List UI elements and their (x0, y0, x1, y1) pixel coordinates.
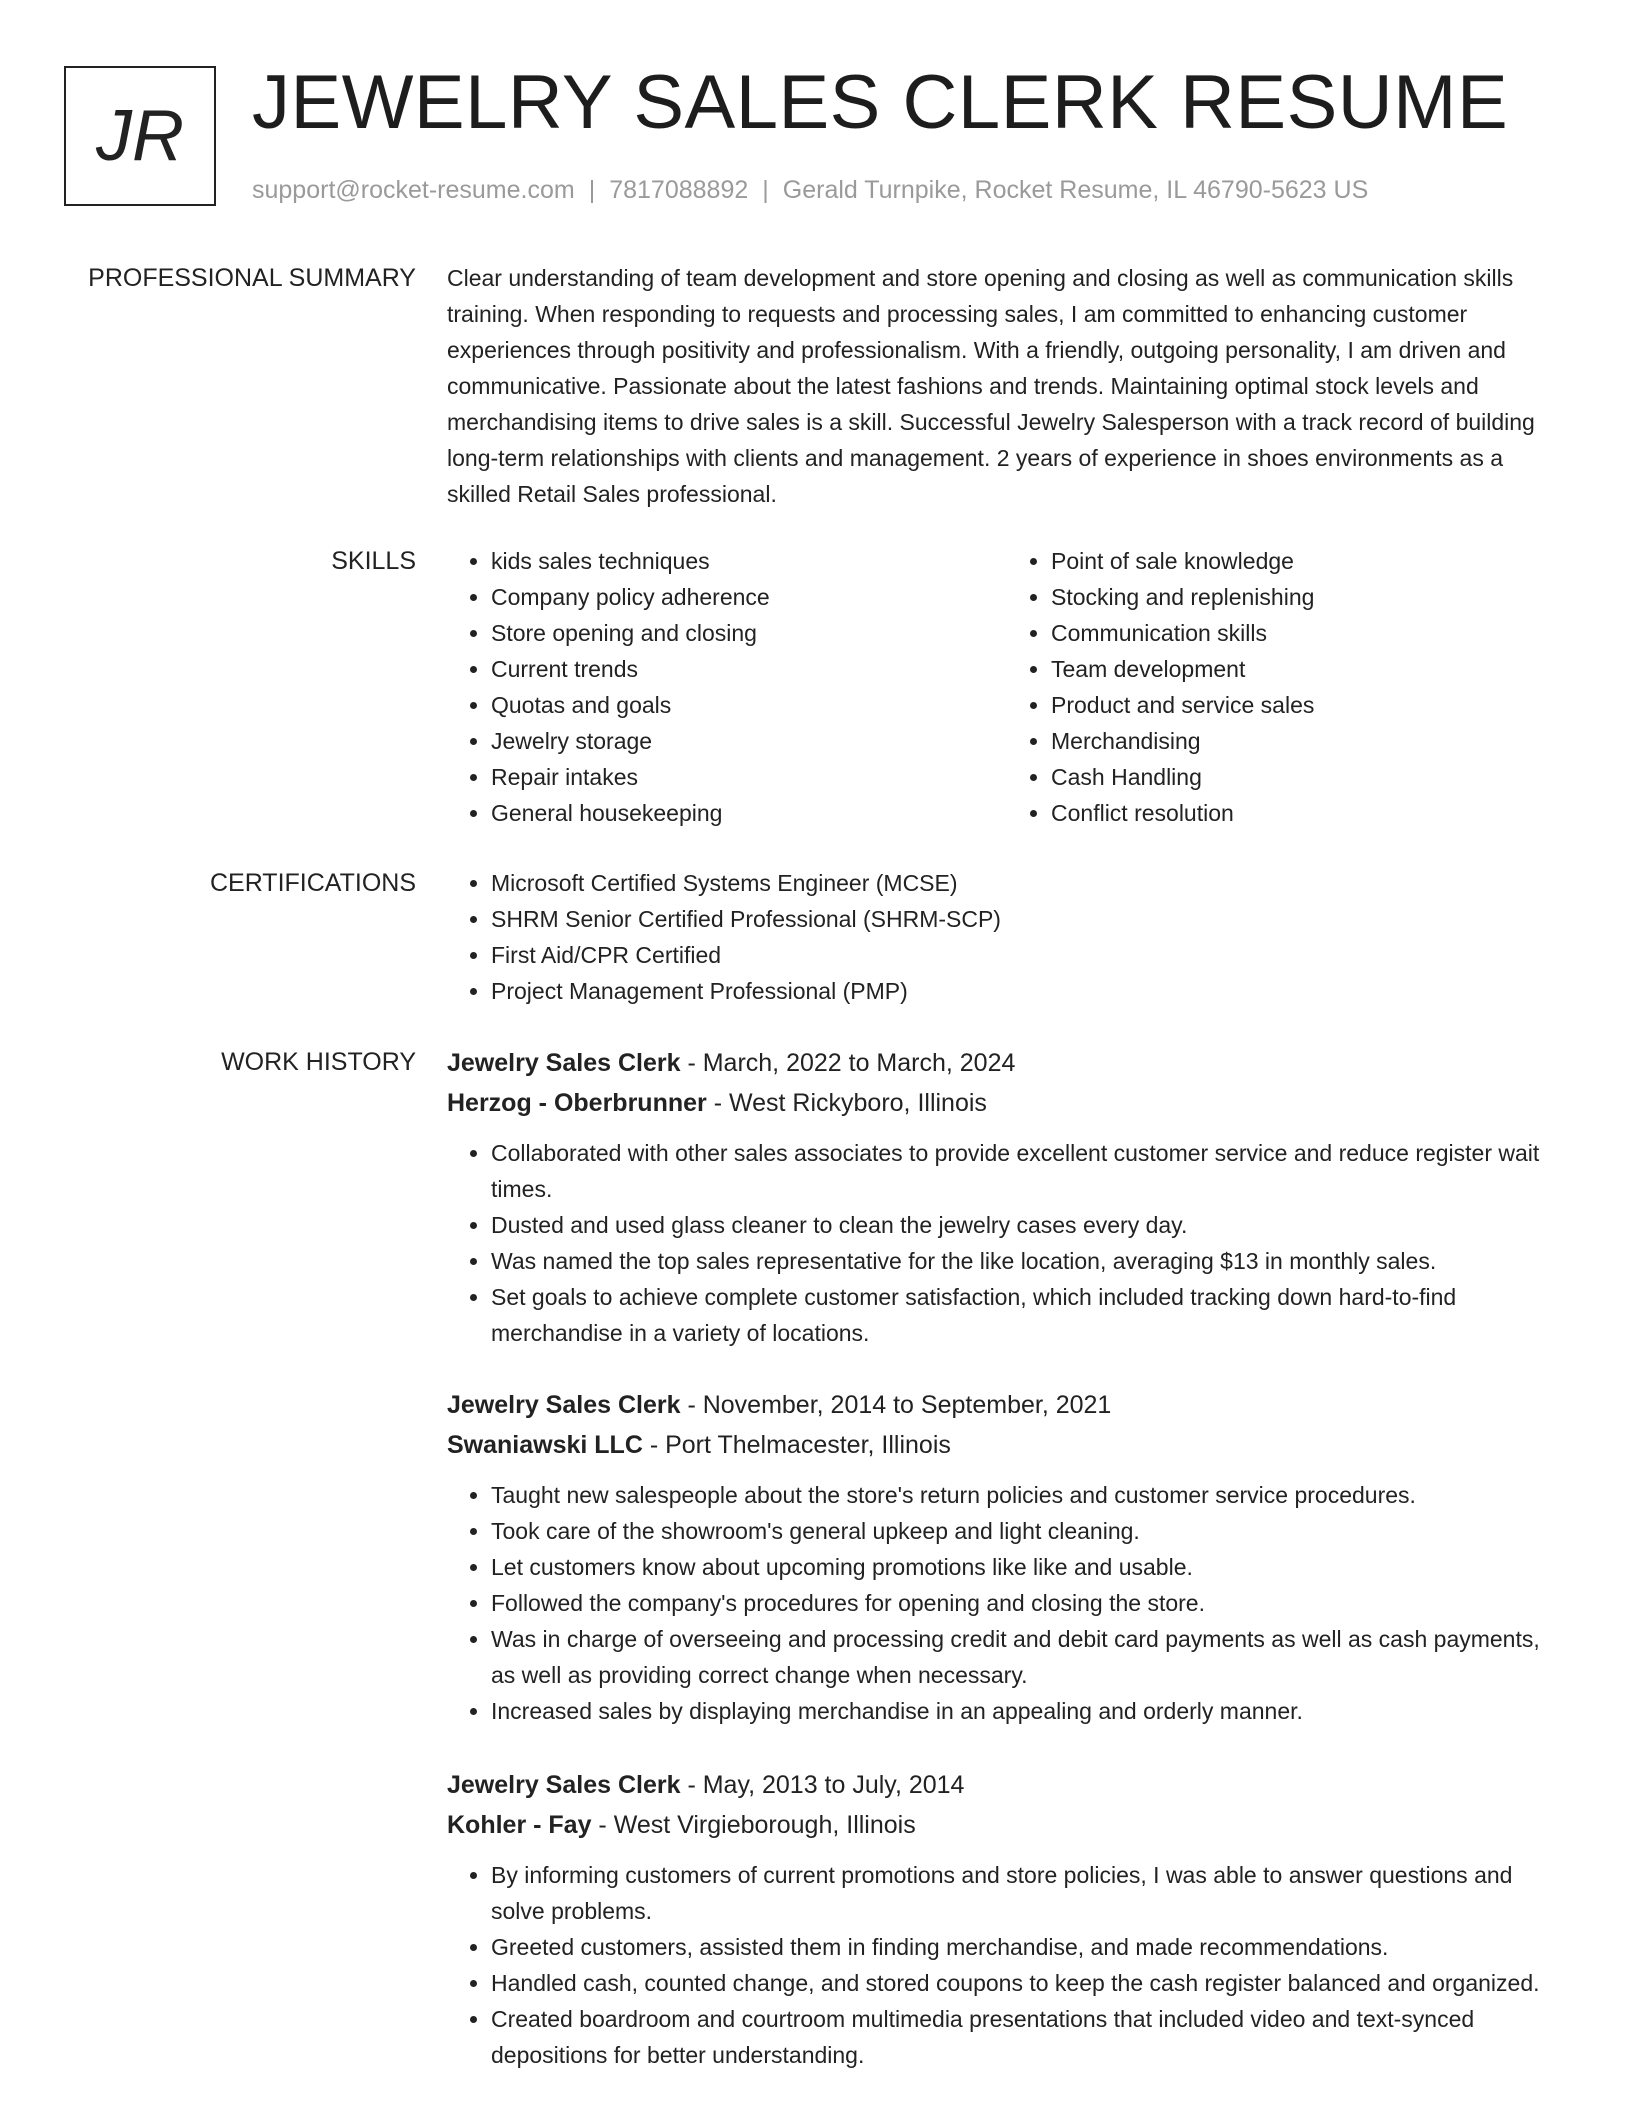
skill-item: • kids sales techniques (491, 543, 1007, 579)
job-duties (447, 1857, 1567, 2073)
skill-item: • Current trends (491, 651, 1007, 687)
certifications-label: CERTIFICATIONS (209, 869, 416, 897)
email-text: support@rocket-resume.com (252, 176, 575, 204)
job-company-line (447, 1083, 1567, 1123)
job-location: - Port Thelmacester, Illinois (642, 1431, 951, 1459)
initials-monogram: JR (64, 66, 216, 206)
duty-item: • By informing customers of current promotions and store policies, I was able to answer questions and solve problems. (491, 1857, 1567, 1929)
duty-item: • Let customers know about upcoming promotions like like and usable. (491, 1549, 1567, 1585)
contact-line (252, 172, 1368, 208)
duty-item: • Dusted and used glass cleaner to clean the jewelry cases every day. (491, 1207, 1567, 1243)
skill-item: • General housekeeping (491, 795, 1007, 831)
job-duties (447, 1135, 1567, 1351)
job-dates: - March, 2022 to March, 2024 (680, 1049, 1016, 1077)
job-location: - West Virgieborough, Illinois (591, 1811, 916, 1839)
job-title-line (447, 1043, 1567, 1083)
skill-item: • Merchandising (1051, 723, 1567, 759)
job-title: Jewelry Sales Clerk (447, 1049, 681, 1077)
job-duties (447, 1477, 1567, 1729)
skill-item: • Product and service sales (1051, 687, 1567, 723)
duty-item: • Took care of the showroom's general upkeep and light cleaning. (491, 1513, 1567, 1549)
summary-label: PROFESSIONAL SUMMARY (88, 264, 416, 292)
skill-item: • Store opening and closing (491, 615, 1007, 651)
skills-list-right (1007, 543, 1567, 831)
duty-item: • Collaborated with other sales associates to provide excellent customer service and reduce register wait times. (491, 1135, 1567, 1207)
duty-item: • Increased sales by displaying merchandise in an appealing and orderly manner. (491, 1693, 1567, 1729)
phone-text: 7817088892 (609, 176, 749, 204)
separator: | (762, 176, 769, 204)
address-text: Gerald Turnpike, Rocket Resume, IL 46790-5623 US (782, 176, 1369, 204)
skill-item: • Communication skills (1051, 615, 1567, 651)
skill-item: • Quotas and goals (491, 687, 1007, 723)
duty-item: • Was named the top sales representative for the like location, averaging $13 in monthly sales. (491, 1243, 1567, 1279)
certification-item: • Project Management Professional (PMP) (491, 973, 1567, 1009)
job-entry (447, 1765, 1567, 2073)
work-history-label: WORK HISTORY (221, 1048, 416, 1076)
job-title-line (447, 1385, 1567, 1425)
job-entry (447, 1043, 1567, 1351)
skill-item: • Point of sale knowledge (1051, 543, 1567, 579)
job-dates: - November, 2014 to September, 2021 (680, 1391, 1112, 1419)
skill-item: • Team development (1051, 651, 1567, 687)
summary-section (447, 260, 1567, 512)
job-dates: - May, 2013 to July, 2014 (680, 1771, 965, 1799)
page-title: JEWELRY SALES CLERK RESUME (252, 60, 1509, 145)
skill-item: • Conflict resolution (1051, 795, 1567, 831)
summary-text: Clear understanding of team development and store opening and closing as well as communication skills training. When responding to requests and processing sales, I am committed to enhancing customer experiences through positivity and professionalism. With a friendly, outgoing personality, I am driven and communicative. Passionate about the latest fashions and trends. Maintaining optimal stock levels and merchandising items to drive sales is a skill. Successful Jewelry Salesperson with a track record of building long-term relationships with clients and management. 2 years of experience in shoes environments as a skilled Retail Sales professional. (447, 265, 1535, 507)
skill-item: • Repair intakes (491, 759, 1007, 795)
duty-item: • Taught new salespeople about the store's return policies and customer service procedures. (491, 1477, 1567, 1513)
skill-item: • Cash Handling (1051, 759, 1567, 795)
skills-label: SKILLS (331, 547, 416, 575)
duty-item: • Followed the company's procedures for opening and closing the store. (491, 1585, 1567, 1621)
job-company: Swaniawski LLC (447, 1431, 643, 1459)
duty-item: • Was in charge of overseeing and processing credit and debit card payments as well as cash payments, as well as providing correct change when necessary. (491, 1621, 1567, 1693)
certifications-section (447, 865, 1567, 1009)
certifications-list (447, 865, 1567, 1009)
skill-item: • Stocking and replenishing (1051, 579, 1567, 615)
duty-item: • Greeted customers, assisted them in finding merchandise, and made recommendations. (491, 1929, 1567, 1965)
skill-item: • Jewelry storage (491, 723, 1007, 759)
certification-item: • SHRM Senior Certified Professional (SHRM-SCP) (491, 901, 1567, 937)
duty-item: • Handled cash, counted change, and stored coupons to keep the cash register balanced and organized. (491, 1965, 1567, 2001)
job-title-line (447, 1765, 1567, 1805)
skills-list-left (447, 543, 1007, 831)
job-location: - West Rickyboro, Illinois (706, 1089, 987, 1117)
skill-item: • Company policy adherence (491, 579, 1007, 615)
job-company: Herzog - Oberbrunner (447, 1089, 707, 1117)
duty-item: • Set goals to achieve complete customer satisfaction, which included tracking down hard-to-find merchandise in a variety of locations. (491, 1279, 1567, 1351)
job-title: Jewelry Sales Clerk (447, 1391, 681, 1419)
certification-item: • First Aid/CPR Certified (491, 937, 1567, 973)
job-entry (447, 1385, 1567, 1729)
job-company-line (447, 1805, 1567, 1845)
job-title: Jewelry Sales Clerk (447, 1771, 681, 1799)
duty-item: • Created boardroom and courtroom multimedia presentations that included video and text-synced depositions for better understanding. (491, 2001, 1567, 2073)
job-company-line (447, 1425, 1567, 1465)
separator: | (588, 176, 596, 204)
certification-item: • Microsoft Certified Systems Engineer (MCSE) (491, 865, 1567, 901)
job-company: Kohler - Fay (447, 1811, 592, 1839)
skills-section (447, 543, 1567, 831)
